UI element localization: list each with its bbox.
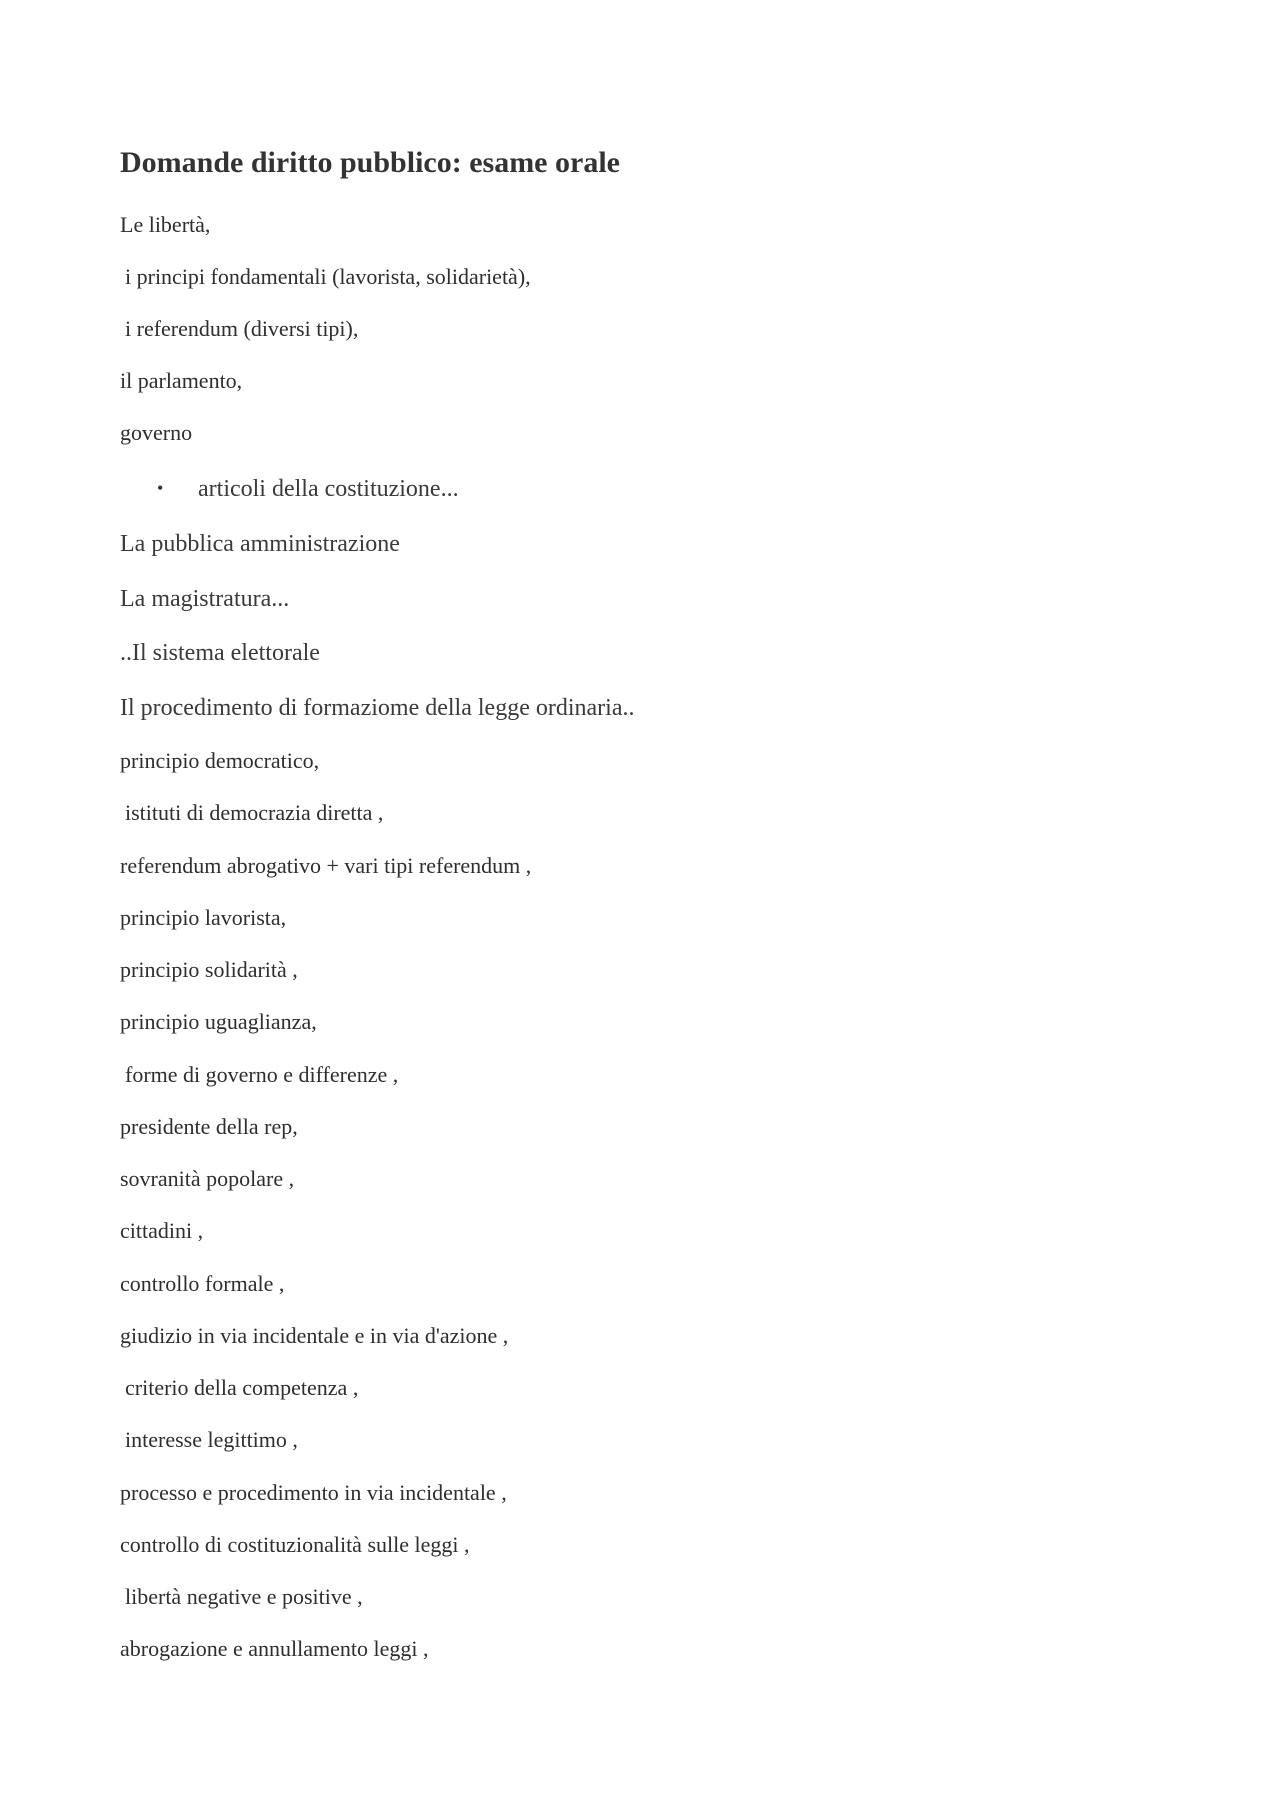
- topic-line: giudizio in via incidentale e in via d'azione ,: [120, 1323, 509, 1348]
- section-line-pubblica-amministrazione: La pubblica amministrazione: [120, 531, 400, 557]
- bullet-text: articoli della costituzione...: [198, 476, 459, 502]
- topic-line: sovranità popolare ,: [120, 1166, 295, 1191]
- topic-line: presidente della rep,: [120, 1114, 298, 1139]
- topic-line: processo e procedimento in via incidentale ,: [120, 1480, 507, 1505]
- topic-line: libertà negative e positive ,: [125, 1584, 363, 1609]
- topic-line: referendum abrogativo + vari tipi referendum ,: [120, 853, 532, 878]
- bullet-icon: •: [157, 478, 164, 498]
- section-line-procedimento-legge: Il procedimento di formaziome della legge ordinaria..: [120, 695, 635, 721]
- intro-line-liberta: Le libertà,: [120, 212, 211, 237]
- topic-line: principio democratico,: [120, 748, 320, 773]
- bullet-list-item: [120, 477, 720, 507]
- topic-line: istituti di democrazia diretta ,: [125, 800, 384, 825]
- topic-line: principio uguaglianza,: [120, 1009, 317, 1034]
- section-line-magistratura: La magistratura...: [120, 586, 290, 612]
- topic-line: controllo di costituzionalità sulle leggi ,: [120, 1532, 470, 1557]
- topic-line: controllo formale ,: [120, 1271, 285, 1296]
- section-line-sistema-elettorale: ..Il sistema elettorale: [120, 640, 320, 666]
- intro-line-parlamento: il parlamento,: [120, 368, 243, 393]
- topic-line: abrogazione e annullamento leggi ,: [120, 1636, 429, 1661]
- intro-line-referendum: i referendum (diversi tipi),: [125, 316, 359, 341]
- topic-line: cittadini ,: [120, 1218, 204, 1243]
- topic-line: interesse legittimo ,: [125, 1427, 298, 1452]
- document-title: Domande diritto pubblico: esame orale: [120, 146, 620, 179]
- topic-line: criterio della competenza ,: [125, 1375, 359, 1400]
- intro-line-principi: i principi fondamentali (lavorista, solidarietà),: [125, 264, 531, 289]
- topic-line: principio lavorista,: [120, 905, 287, 930]
- topic-line: forme di governo e differenze ,: [125, 1062, 399, 1087]
- intro-line-governo: governo: [120, 420, 193, 445]
- topic-line: principio solidarità ,: [120, 957, 298, 982]
